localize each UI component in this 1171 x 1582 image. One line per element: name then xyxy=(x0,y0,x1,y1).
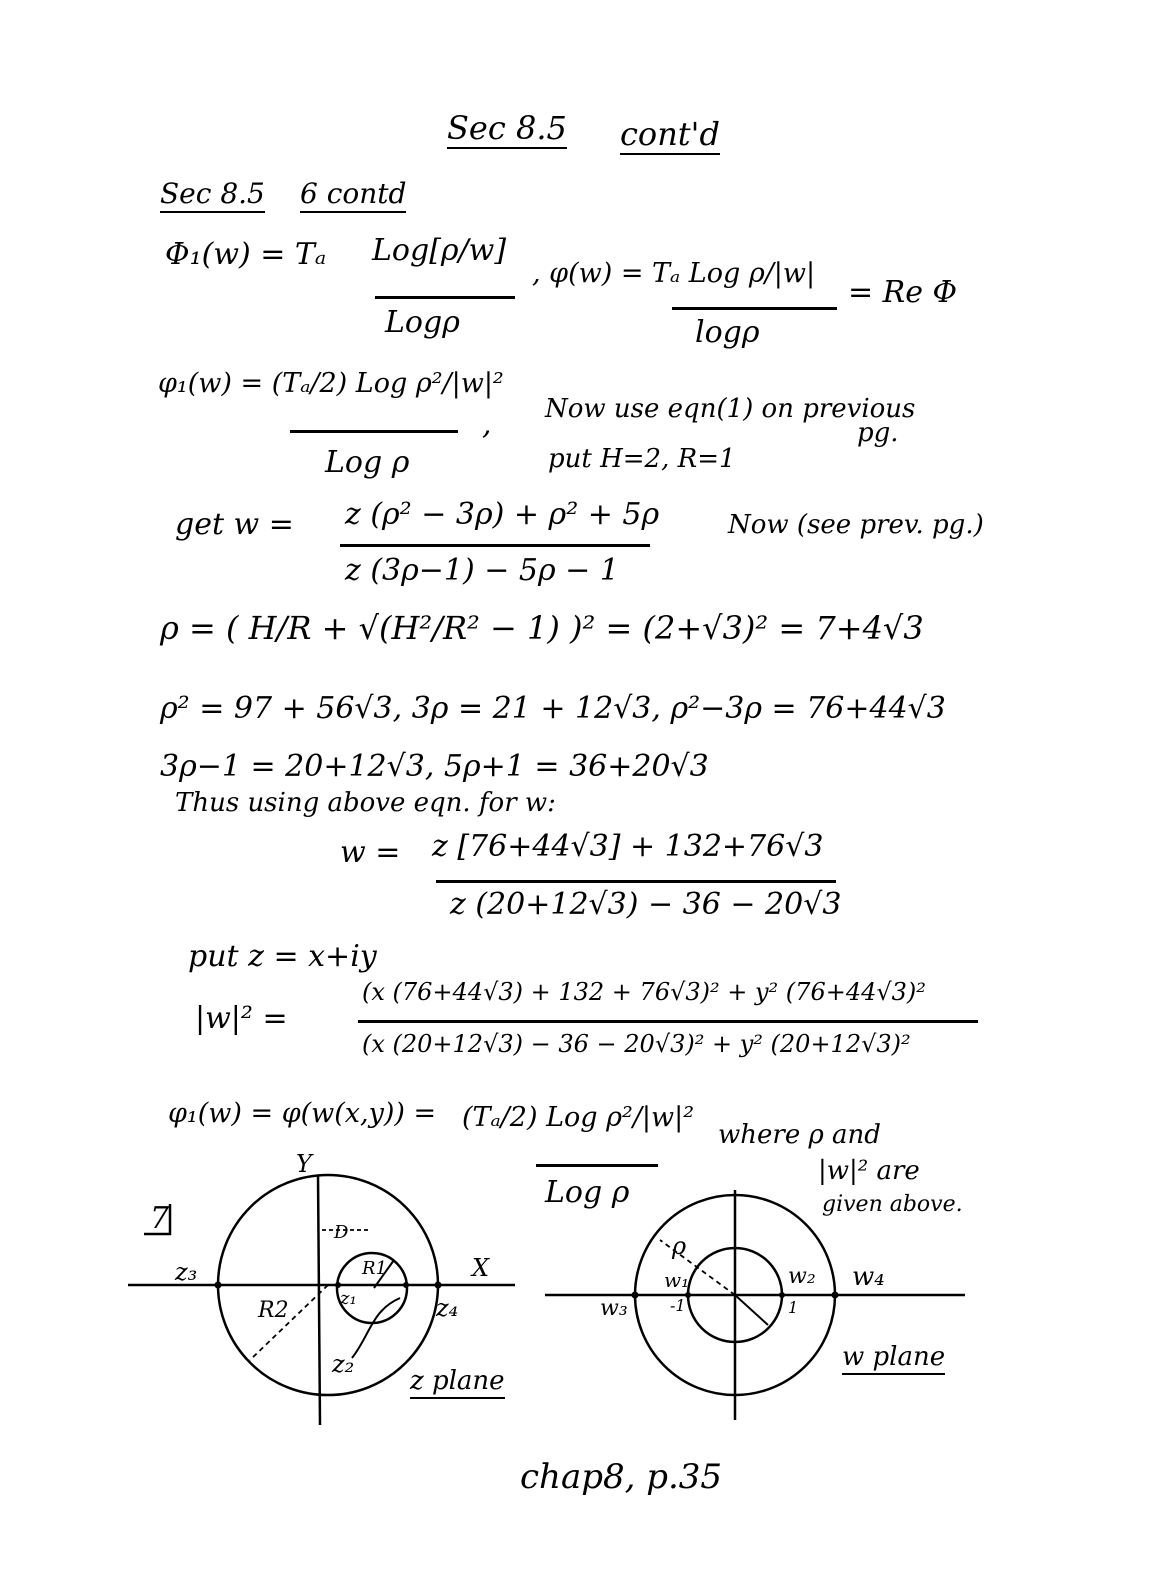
eq8-denominator: z (20+12√3) − 36 − 20√3 xyxy=(450,887,842,922)
eq11-fraction-bar xyxy=(536,1164,658,1167)
sub-heading-section: Sec 8.5 xyxy=(160,180,265,213)
eq10-lhs: |w|² = xyxy=(195,1001,288,1036)
neg-one-label: -1 xyxy=(670,1296,686,1315)
eq10-numerator: (x (76+44√3) + 132 + 76√3)² + y² (76+44√3)² xyxy=(362,978,926,1006)
rho-label: ρ xyxy=(672,1232,687,1260)
sub-heading-problem: 6 contd xyxy=(300,180,406,213)
eq2-note-2: pg. xyxy=(857,418,899,448)
eq1-numerator: Log[ρ/w] xyxy=(372,233,507,268)
eq2-lhs: φ₁(w) = (Tₐ/2) Log ρ²/|w|² xyxy=(158,368,504,399)
eq7-text: Thus using above eqn. for w: xyxy=(175,788,556,818)
w4-label: w₄ xyxy=(852,1262,885,1292)
z3-label: z₃ xyxy=(175,1258,198,1286)
eq3-numerator: z (ρ² − 3ρ) + ρ² + 5ρ xyxy=(345,497,660,532)
w2-label: w₂ xyxy=(788,1264,816,1289)
eq4-rho: ρ = ( H/R + √(H²/R² − 1) )² = (2+√3)² = 7+4√3 xyxy=(160,609,924,647)
eq2-note-3: put H=2, R=1 xyxy=(548,444,736,474)
eq8-lhs: w = xyxy=(340,835,401,870)
page-heading-contd: cont'd xyxy=(620,115,720,153)
eq9-substitution: put z = x+iy xyxy=(188,939,377,974)
eq2-comma: , xyxy=(482,407,492,442)
page-heading-section: Sec 8.5 xyxy=(447,109,567,147)
eq1-denominator: Logρ xyxy=(385,305,460,340)
one-label: 1 xyxy=(788,1298,799,1317)
z4-label: z₄ xyxy=(436,1294,459,1322)
eq3-fraction-bar xyxy=(340,544,650,547)
eq8-numerator: z [76+44√3] + 132+76√3 xyxy=(432,829,824,864)
eq2-fraction-bar xyxy=(290,430,458,433)
eq3-denominator: z (3ρ−1) − 5ρ − 1 xyxy=(345,553,619,588)
eq11-note-2: |w|² are xyxy=(818,1156,920,1186)
eq1-denominator-2: logρ xyxy=(695,315,760,350)
eq10-fraction-bar xyxy=(358,1020,978,1023)
w3-label: w₃ xyxy=(600,1296,628,1321)
eq11-note-1: where ρ and xyxy=(718,1120,881,1150)
eq11-denominator: Log ρ xyxy=(545,1175,630,1210)
eq11-note-3: given above. xyxy=(822,1192,963,1217)
eq3-lhs: get w = xyxy=(175,507,294,542)
eq1-fraction-bar-2 xyxy=(672,307,837,310)
w-plane-caption: w plane xyxy=(842,1344,945,1375)
eq1-tail: = Re Φ xyxy=(848,275,958,310)
w1-label: w₁ xyxy=(664,1268,690,1292)
r2-label: R2 xyxy=(258,1298,289,1323)
eq1-fraction-bar xyxy=(375,296,515,299)
z1-label: z₁ xyxy=(340,1288,357,1309)
eq5-powers: ρ² = 97 + 56√3, 3ρ = 21 + 12√3, ρ²−3ρ = 76+44√3 xyxy=(160,691,946,726)
eq6-values: 3ρ−1 = 20+12√3, 5ρ+1 = 36+20√3 xyxy=(160,749,709,784)
eq2-note-1: Now use eqn(1) on previous xyxy=(545,394,916,424)
eq2-denominator: Log ρ xyxy=(325,445,410,480)
eq11-lhs: φ₁(w) = φ(w(x,y)) = xyxy=(168,1098,437,1129)
eq1-lhs: Φ₁(w) = Tₐ xyxy=(165,237,327,272)
z-plane-y-label: Y xyxy=(296,1150,312,1178)
eq10-denominator: (x (20+12√3) − 36 − 20√3)² + y² (20+12√3)² xyxy=(362,1030,911,1058)
eq8-fraction-bar xyxy=(436,880,836,883)
z-plane-caption: z plane xyxy=(410,1368,505,1399)
eq11-fraction: (Tₐ/2) Log ρ²/|w|² xyxy=(462,1102,695,1133)
z2-label: z₂ xyxy=(332,1350,355,1378)
eq3-note: Now (see prev. pg.) xyxy=(728,510,984,540)
problem-number: 7 xyxy=(150,1201,170,1236)
eq1-middle: , φ(w) = Tₐ Log ρ/|w| xyxy=(532,258,816,289)
r1-label: R1 xyxy=(362,1258,388,1279)
d-label: D xyxy=(334,1222,349,1243)
page-footer: chap8, p.35 xyxy=(520,1457,723,1497)
z-plane-x-label: X xyxy=(472,1254,490,1282)
